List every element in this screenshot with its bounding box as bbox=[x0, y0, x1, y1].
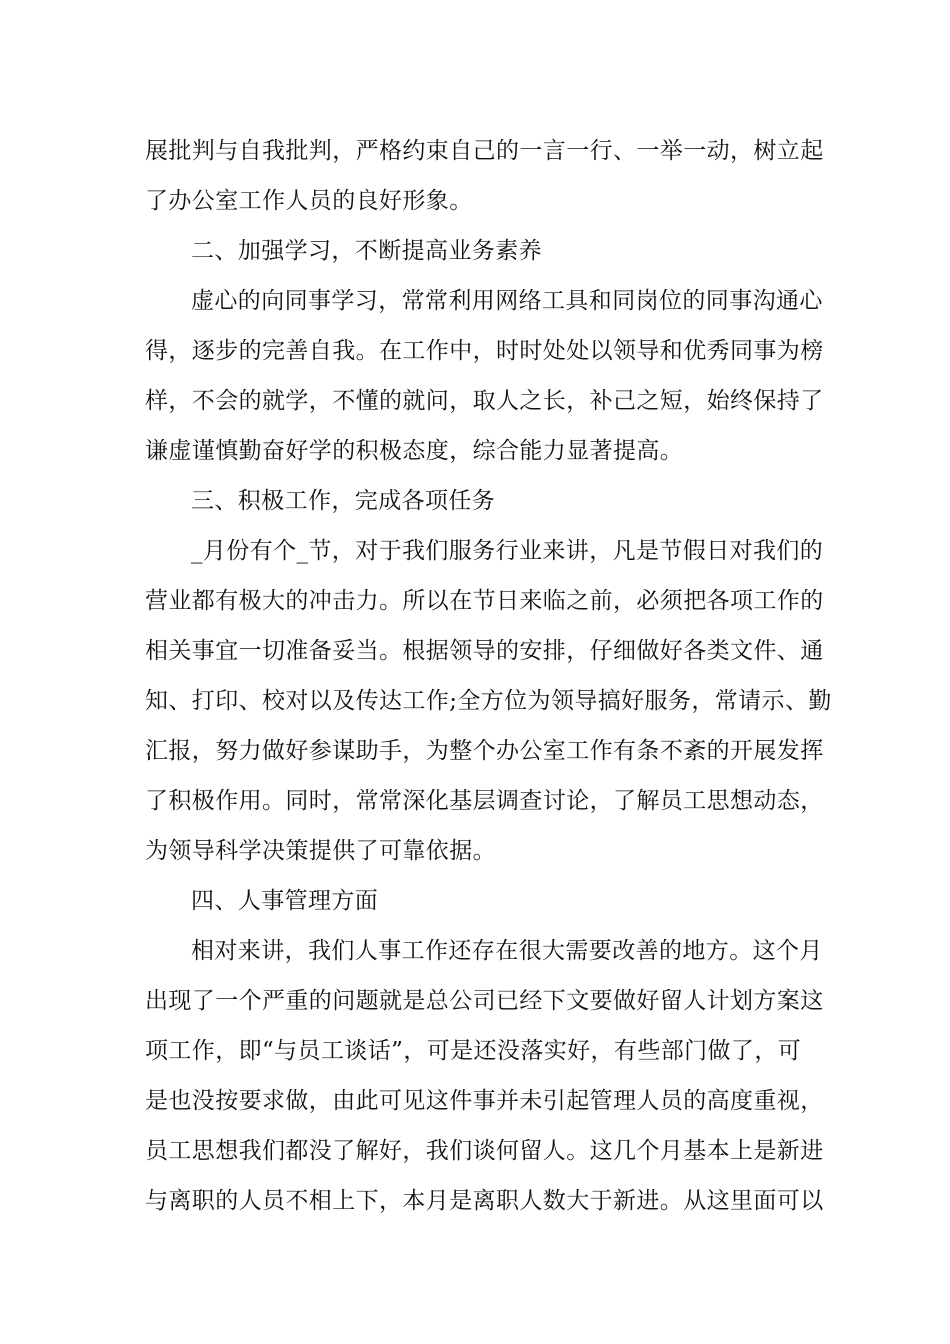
body-text-line: 相对来讲，我们人事工作还存在很大需要改善的地方。这个月 bbox=[191, 938, 823, 964]
body-text-line: 得，逐步的完善自我。在工作中，时时处处以领导和优秀同事为榜 bbox=[145, 338, 824, 364]
body-text-line: 出现了一个严重的问题就是总公司已经下文要做好留人计划方案这 bbox=[145, 988, 824, 1014]
body-text-line: 是也没按要求做，由此可见这件事并未引起管理人员的高度重视， bbox=[145, 1088, 824, 1114]
body-text-line: 项工作，即“与员工谈话”，可是还没落实好，有些部门做了，可 bbox=[145, 1038, 802, 1064]
body-text-line: 员工思想我们都没了解好，我们谈何留人。这几个月基本上是新进 bbox=[145, 1138, 824, 1164]
body-text-line: 展批判与自我批判，严格约束自己的一言一行、一举一动，树立起 bbox=[145, 138, 824, 164]
body-text-line: 汇报，努力做好参谋助手，为整个办公室工作有条不紊的开展发挥 bbox=[145, 738, 824, 764]
body-text-line: 谦虚谨慎勤奋好学的积极态度，综合能力显著提高。 bbox=[145, 438, 684, 464]
body-text-line: 为领导科学决策提供了可靠依据。 bbox=[145, 838, 496, 864]
body-text-line: 虚心的向同事学习，常常利用网络工具和同岗位的同事沟通心 bbox=[191, 288, 823, 314]
section-heading: 四、人事管理方面 bbox=[191, 888, 379, 914]
body-text-line: 知、打印、校对以及传达工作;全方位为领导搞好服务，常请示、勤 bbox=[145, 688, 832, 714]
body-text-line: 相关事宜一切准备妥当。根据领导的安排，仔细做好各类文件、通 bbox=[145, 638, 824, 664]
body-text-line: 营业都有极大的冲击力。所以在节日来临之前，必须把各项工作的 bbox=[145, 588, 824, 614]
body-text-line: 了办公室工作人员的良好形象。 bbox=[145, 188, 473, 214]
section-heading: 三、积极工作，完成各项任务 bbox=[191, 488, 496, 514]
section-heading: 二、加强学习，不断提高业务素养 bbox=[191, 238, 542, 264]
body-text-line: _月份有个_节，对于我们服务行业来讲，凡是节假日对我们的 bbox=[191, 538, 824, 564]
body-text-line: 样，不会的就学，不懂的就问，取人之长，补己之短，始终保持了 bbox=[145, 388, 824, 414]
body-text-line: 与离职的人员不相上下，本月是离职人数大于新进。从这里面可以 bbox=[145, 1188, 824, 1214]
body-text-line: 了积极作用。同时，常常深化基层调查讨论，了解员工思想动态， bbox=[145, 788, 824, 814]
